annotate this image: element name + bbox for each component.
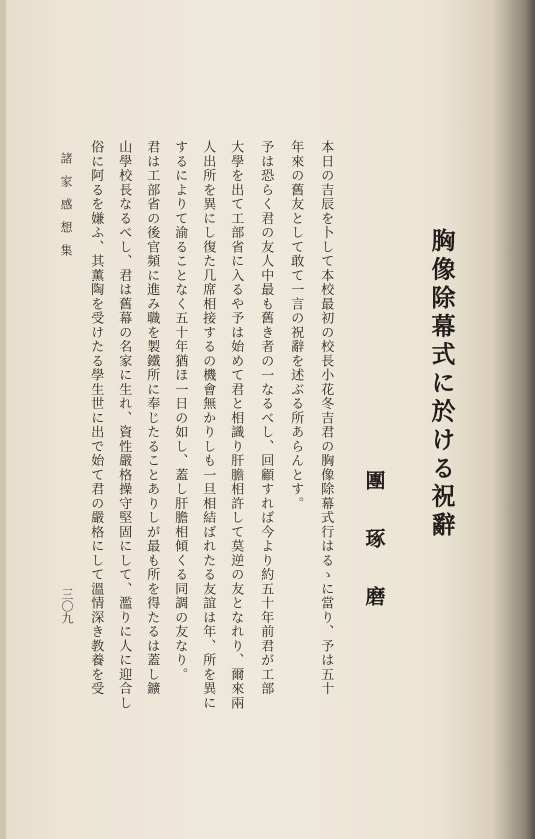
body-line: 君は工部省の後官頻に進み職を製鐵所に奉じたることありしが最も所を得たるは蓋し鑛: [144, 140, 160, 696]
page-title: 胸像除幕式に於ける祝辭: [427, 228, 456, 541]
body-line: 本日の吉辰を卜して本校最初の校長小花冬吉君の胸像除幕式行はるゝに當り、予は五十: [318, 140, 334, 696]
running-header: 諸家感想集: [59, 152, 73, 267]
body-line: 山學校長なるべし、君は舊幕の名家に生れ、資性嚴格操守堅固にして、濫りに人に迎合し: [116, 140, 132, 710]
body-line: 大學を出て工部省に入るや予は始めて君と相識り肝膽相許して莫逆の友となれり、爾來兩: [228, 140, 244, 710]
body-line: するによりて渝ることなく五十年猶ほ一日の如し、蓋し肝膽相傾くる同調の友なり。: [172, 140, 188, 682]
body-line: 俗に阿るを嫌ふ、其薫陶を受けたる學生世に出で始て君の嚴格にして溫情深き教養を受: [88, 140, 104, 696]
page-number: 三〇九: [60, 588, 74, 624]
body-line: 予は恐らく君の友人中最も舊き者の一なるべし、回顧すれば今より約五十年前君が工部: [258, 140, 274, 696]
body-line: 人出所を異にし復た几席相接するの機會無かりしも一旦相結ばれたる友誼は年、所を異に: [200, 140, 216, 710]
author-name: 團琢磨: [362, 470, 386, 644]
body-line: 年來の舊友として敢て一言の祝辭を述ぶる所あらんとす。: [288, 140, 304, 511]
